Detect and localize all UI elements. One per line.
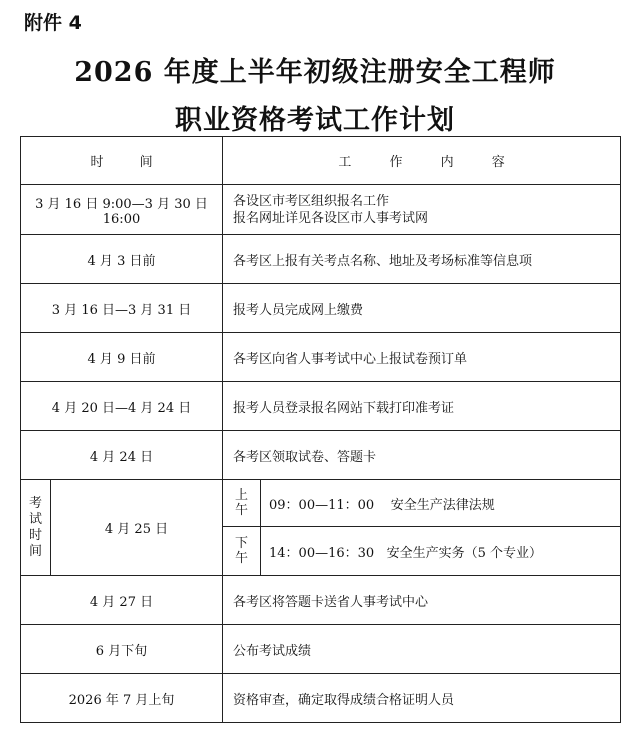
work-line: 报名网址详见各设区市人事考试网: [233, 210, 429, 226]
page-title-line-2: 职业资格考试工作计划: [175, 105, 455, 136]
schedule-table: [20, 136, 621, 723]
work-line: 各设区市考区组织报名工作: [233, 193, 390, 209]
time-cell: 4 月 9 日前: [21, 333, 223, 382]
work-cell: 各考区向省人事考试中心上报试卷预订单: [223, 333, 621, 382]
time-cell: 3 月 16 日—3 月 31 日: [21, 284, 223, 333]
column-header-time: 时 间: [21, 137, 223, 185]
time-cell: 4 月 24 日: [21, 431, 223, 480]
work-cell: 公布考试成绩: [223, 625, 621, 674]
page-title-line-1: 2026 年度上半年初级注册安全工程师: [74, 57, 556, 88]
work-cell: 各考区领取试卷、答题卡: [223, 431, 621, 480]
table-row: [21, 185, 621, 235]
work-cell: 资格审查，确定取得成绩合格证明人员: [223, 674, 621, 723]
time-cell: 2026 年 7 月上旬: [21, 674, 223, 723]
morning-session: 09：00—11：00 安全生产法律法规: [261, 480, 621, 527]
table-header-row: [21, 137, 621, 185]
work-cell: 各考区上报有关考点名称、地址及考场标准等信息项: [223, 235, 621, 284]
exam-time-label: 考 试 时 间: [21, 480, 51, 576]
exam-date-cell: 4 月 25 日: [51, 480, 223, 576]
table-row: [21, 284, 621, 333]
time-cell: 4 月 20 日—4 月 24 日: [21, 382, 223, 431]
column-header-work: 工 作 内 容: [223, 137, 621, 185]
table-row: [21, 576, 621, 625]
table-row: [21, 235, 621, 284]
morning-label: 上 午: [223, 480, 261, 527]
exam-row-morning: [21, 480, 621, 527]
table-row: [21, 431, 621, 480]
time-cell: 6 月下旬: [21, 625, 223, 674]
time-cell: 3 月 16 日 9:00—3 月 30 日 16:00: [21, 185, 223, 235]
table-row: [21, 382, 621, 431]
attachment-label: 附件 4: [24, 12, 82, 34]
afternoon-label: 下 午: [223, 527, 261, 576]
work-cell: [223, 185, 621, 235]
afternoon-session: 14：00—16：30 安全生产实务（5 个专业）: [261, 527, 621, 576]
time-cell: 4 月 3 日前: [21, 235, 223, 284]
work-cell: 各考区将答题卡送省人事考试中心: [223, 576, 621, 625]
work-cell: 报考人员完成网上缴费: [223, 284, 621, 333]
table-row: [21, 625, 621, 674]
table-row: [21, 674, 621, 723]
time-cell: 4 月 27 日: [21, 576, 223, 625]
table-row: [21, 333, 621, 382]
work-cell: 报考人员登录报名网站下载打印准考证: [223, 382, 621, 431]
